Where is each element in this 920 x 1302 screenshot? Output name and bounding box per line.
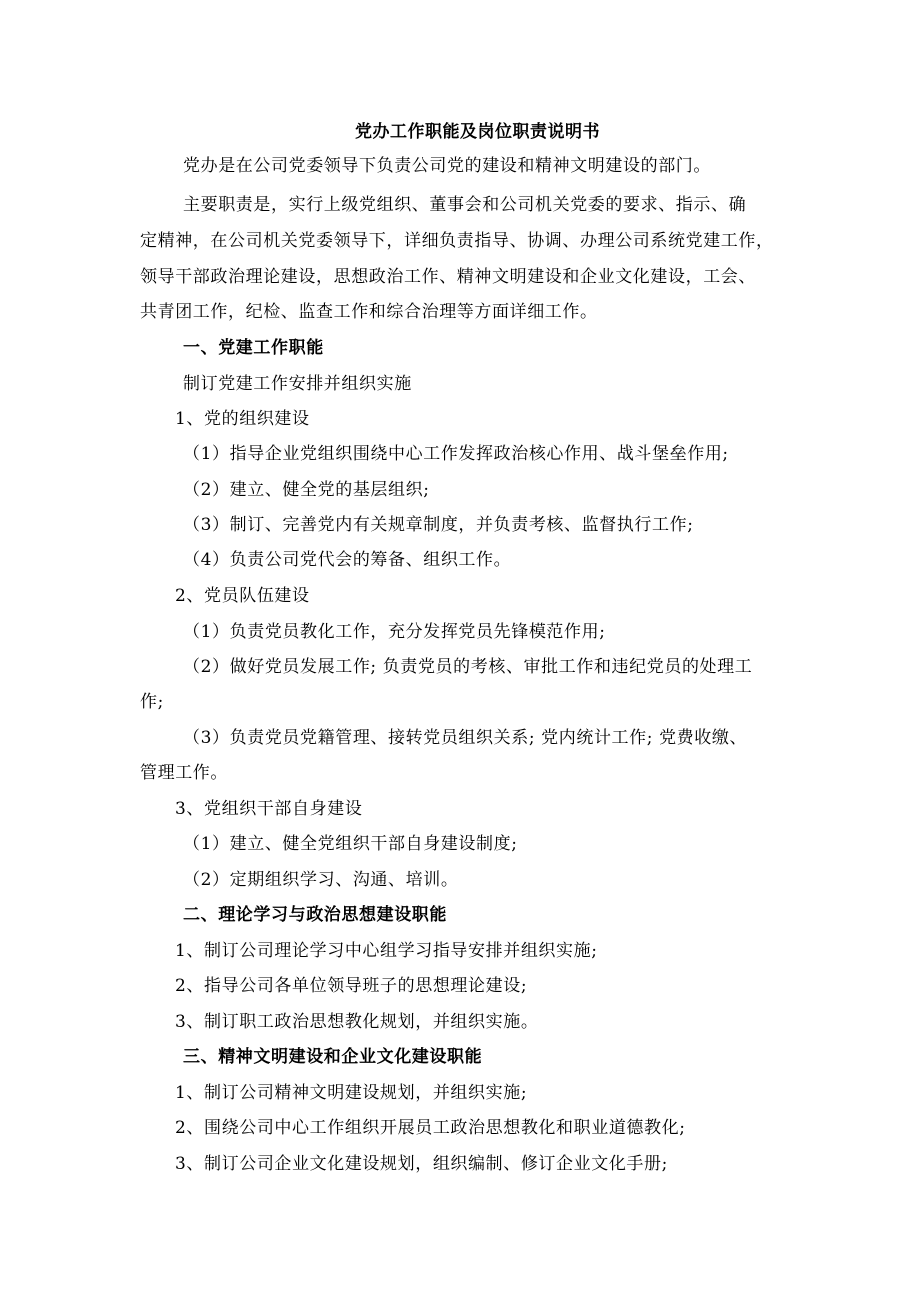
section-3-item-3: 3、制订公司企业文化建设规划，组织编制、修订企业文化手册; — [175, 1154, 668, 1174]
section-2-heading: 二、理论学习与政治思想建设职能 — [183, 905, 447, 925]
subsection-1-1-item-3: （3）制订、完善党内有关规章制度，并负责考核、监督执行工作; — [183, 515, 694, 535]
section-2-item-2: 2、指导公司各单位领导班子的思想理论建设; — [175, 976, 528, 996]
section-1-heading: 一、党建工作职能 — [183, 338, 324, 358]
intro-paragraph-2-line-4: 共青团工作，纪检、监查工作和综合治理等方面详细工作。 — [140, 302, 598, 322]
subsection-1-3-item-1: （1）建立、健全党组织干部自身建设制度; — [183, 834, 518, 854]
subsection-1-1-item-2: （2）建立、健全党的基层组织; — [183, 480, 430, 500]
subsection-1-2-heading: 2、党员队伍建设 — [175, 586, 310, 606]
subsection-1-2-item-2-line-2: 作; — [140, 692, 164, 712]
intro-paragraph-2-line-1: 主要职责是，实行上级党组织、董事会和公司机关党委的要求、指示、确 — [183, 195, 747, 215]
subsection-1-2-item-1: （1）负责党员教化工作，充分发挥党员先锋模范作用; — [183, 622, 606, 642]
section-3-heading: 三、精神文明建设和企业文化建设职能 — [183, 1047, 483, 1067]
section-2-item-1: 1、制订公司理论学习中心组学习指导安排并组织实施; — [175, 941, 598, 961]
section-2-item-3: 3、制订职工政治思想教化规划，并组织实施。 — [175, 1012, 539, 1032]
intro-paragraph-2-line-2: 定精神，在公司机关党委领导下，详细负责指导、协调、办理公司系统党建工作， — [140, 231, 774, 251]
intro-paragraph-1: 党办是在公司党委领导下负责公司党的建设和精神文明建设的部门。 — [183, 156, 711, 176]
subsection-1-3-item-2: （2）定期组织学习、沟通、培训。 — [183, 870, 459, 890]
subsection-1-2-item-3-line-1: （3）负责党员党籍管理、接转党员组织关系; 党内统计工作; 党费收缴、 — [183, 728, 748, 748]
section-1-subtitle: 制订党建工作安排并组织实施 — [183, 374, 412, 394]
subsection-1-2-item-3-line-2: 管理工作。 — [140, 763, 228, 783]
subsection-1-1-item-1: （1）指导企业党组织围绕中心工作发挥政治核心作用、战斗堡垒作用; — [183, 444, 729, 464]
subsection-1-1-heading: 1、党的组织建设 — [175, 409, 310, 429]
intro-paragraph-2-line-3: 领导干部政治理论建设，思想政治工作、精神文明建设和企业文化建设，工会、 — [140, 267, 756, 287]
subsection-1-3-heading: 3、党组织干部自身建设 — [175, 799, 363, 819]
section-3-item-2: 2、围绕公司中心工作组织开展员工政治思想教化和职业道德教化; — [175, 1118, 686, 1138]
section-3-item-1: 1、制订公司精神文明建设规划，并组织实施; — [175, 1083, 528, 1103]
document-title: 党办工作职能及岗位职责说明书 — [355, 122, 600, 142]
subsection-1-1-item-4: （4）负责公司党代会的筹备、组织工作。 — [183, 550, 512, 570]
subsection-1-2-item-2-line-1: （2）做好党员发展工作; 负责党员的考核、审批工作和违纪党员的处理工 — [183, 657, 753, 677]
